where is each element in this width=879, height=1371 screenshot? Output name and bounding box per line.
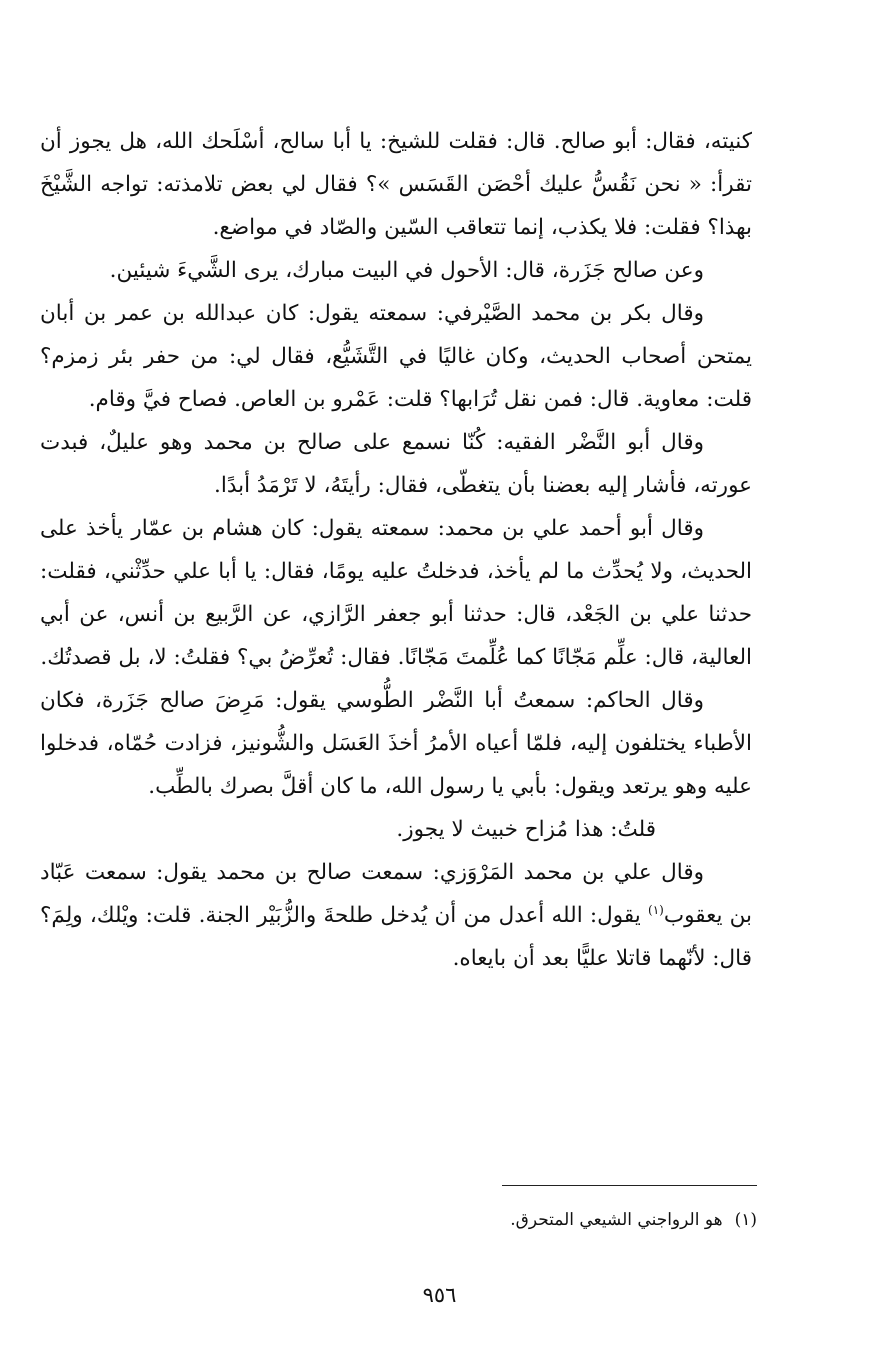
paragraph-2: وعن صالح جَزَرة، قال: الأحول في البيت مبارك، يرى الشَّيءَ شيئين. [109, 258, 704, 283]
paragraph-8-part-1: وقال علي بن محمد المَرْوَزي: سمعت صالح بن محمد يقول: سمعت عَبّاد بن يعقوب [40, 860, 753, 928]
paragraph-5: وقال أبو أحمد علي بن محمد: سمعته يقول: كان هشام بن عمّار يأخذ على الحديث، ولا يُحدِّث ما لم يأخذ، فدخلتُ عليه يومًا، فقال: يا أبا علي حدِّثْني، فقلت: حدثنا علي بن الجَعْد، قال: حدثنا أبو جعفر الرَّازي، عن الرَّبيع بن أنس، عن أبي العالية، قال: علِّم مَجّانًا كما عُلِّمتَ مَجّانًا. فقال: تُعرِّضُ بي؟ فقلتُ: لا، بل قصدتُك. [40, 516, 752, 670]
footnote-number: (١) [734, 1210, 757, 1230]
paragraph-8 [40, 851, 752, 980]
page-number: ٩٥٦ [422, 1283, 457, 1307]
paragraph-3: وقال بكر بن محمد الصَّيْرفي: سمعته يقول: كان عبدالله بن عمر بن أبان يمتحن أصحاب الحديث، وكان غاليًا في التَّشَيُّع، فقال لي: من حفر بئر زمزم؟ قلت: معاوية. قال: فمن نقل تُرَابها؟ قلت: عَمْرو بن العاص. فصاح فيَّ وقام. [40, 301, 752, 412]
footnote [157, 1206, 757, 1234]
paragraph-4: وقال أبو النَّضْر الفقيه: كُنّا نسمع على صالح بن محمد وهو عليلٌ، فبدت عورته، فأشار إليه بعضنا بأن يتغطّى، فقال: رأيتَهُ، لا تَرْمَدُ أبدًا. [40, 430, 752, 498]
paragraph-8-part-2: يقول: الله أعدل من أن يُدخل طلحةَ والزُّبَيْر الجنة. قلت: ويْلك، ولِمَ؟ قال: لأنّهما قاتلا عليًّا بعد أن بايعاه. [40, 903, 752, 971]
footnote-text: هو الرواجني الشيعي المتحرق. [510, 1210, 723, 1230]
paragraph-7: قلتُ: هذا مُزاح خبيث لا يجوز. [396, 817, 656, 842]
paragraph-1: كنيته، فقال: أبو صالح. قال: فقلت للشيخ: يا أبا سالح، أسْلَحك الله، هل يجوز أن تقرأ: « نحن نَقُسُّ عليك أحْصَن القَسَس »؟ فقال لي بعض تلامذته: تواجه الشَّيْخَ بهذا؟ فقلت: فلا يكذب، إنما تتعاقب السّين والصّاد في مواضع. [40, 129, 752, 240]
main-text [40, 120, 752, 980]
paragraph-6: وقال الحاكم: سمعتُ أبا النَّضْر الطُّوسي يقول: مَرِضَ صالح جَزَرة، فكان الأطباء يختلفون إليه، فلمّا أعياه الأمرُ أخذَ العَسَل والشُّونيز، فزادت حُمّاه، فدخلوا عليه وهو يرتعد ويقول: بأبي يا رسول الله، ما كان أقلَّ بصرك بالطِّب. [40, 688, 752, 799]
footnote-reference[interactable]: (١) [648, 902, 664, 917]
footnote-divider [502, 1185, 757, 1186]
